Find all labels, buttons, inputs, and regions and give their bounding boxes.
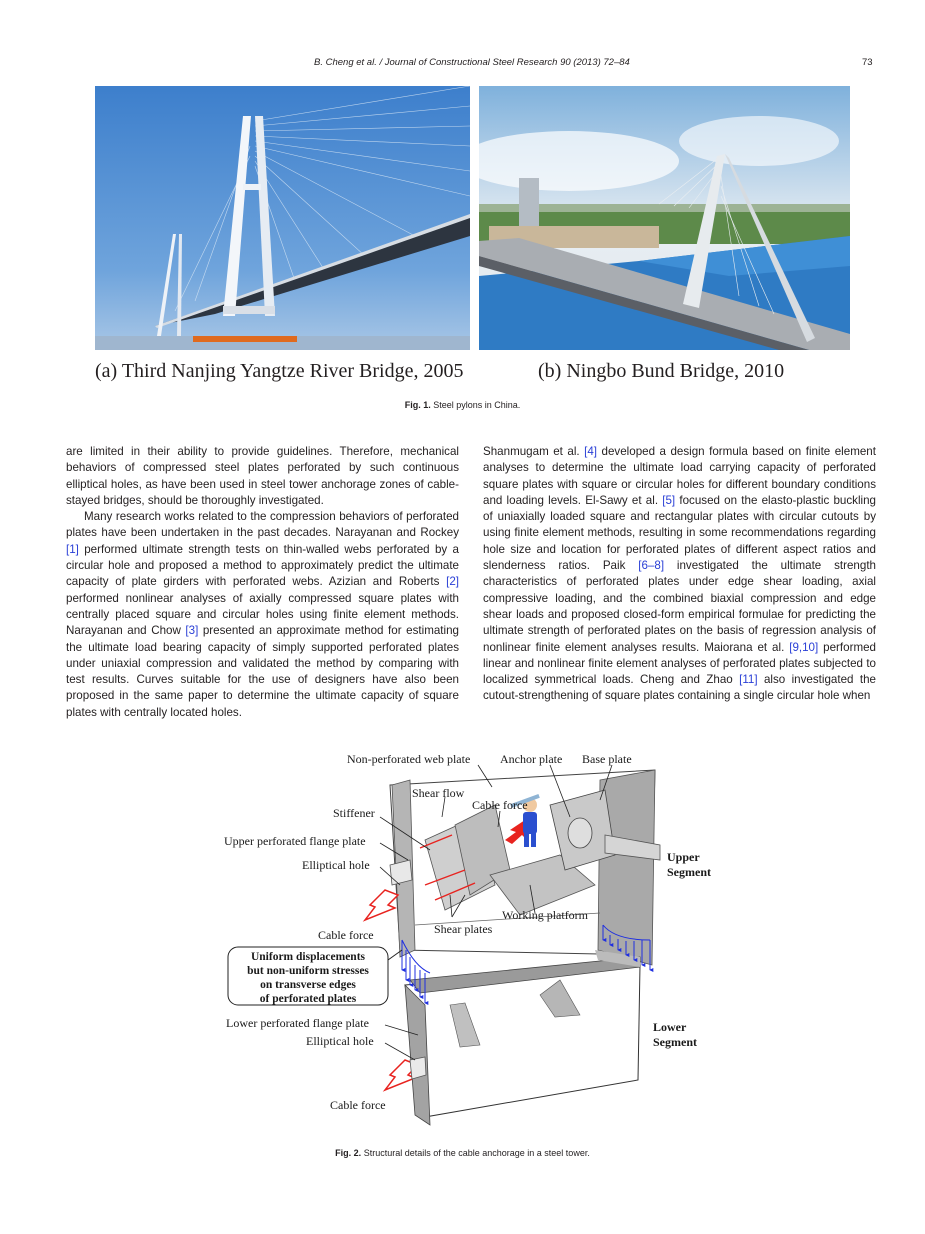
lower-segment-structure xyxy=(405,950,640,1125)
citation-link[interactable]: [6–8] xyxy=(638,559,665,573)
label-shear-plates: Shear plates xyxy=(434,922,493,936)
label-upper-flange-plate: Upper perforated flange plate xyxy=(224,834,366,848)
label-upper-segment-line1: Upper xyxy=(667,850,700,864)
label-lower-flange-plate: Lower perforated flange plate xyxy=(226,1016,369,1030)
label-elliptical-hole-lower: Elliptical hole xyxy=(306,1034,374,1048)
paragraph xyxy=(66,444,459,509)
callout-line-1: Uniform displacements xyxy=(250,951,366,963)
callout-line-3: on transverse edges xyxy=(260,979,356,991)
citation-link[interactable]: [11] xyxy=(739,673,758,687)
label-upper-segment-line2: Segment xyxy=(667,865,711,879)
paragraph-text: investigated the ultimate strength characteristics of perforated plates under edge shear loading, axial compressive loading, and the combined biaxial compression and edge shear loads and proposed closed-form empirical formulae for predicting the ultimate strength of perforated plates on the basis of regression analysis of nonlinear finite element analyses results. Maiorana et al. xyxy=(483,559,876,654)
figure1-subcaption-a xyxy=(95,360,463,383)
paragraph-text: performed ultimate strength tests on thin-walled webs perforated by a circular hole and proposed a method to approximately predict the ultimate capacity of plate girders with perforated webs. Azizian and Roberts xyxy=(66,542,459,589)
figure2-caption xyxy=(0,1148,925,1158)
callout-line-2: but non-uniform stresses xyxy=(247,965,369,977)
citation-link[interactable]: [5] xyxy=(662,493,676,507)
callout-line-4: of perforated plates xyxy=(259,993,357,1005)
figure1-caption-text: Steel pylons in China. xyxy=(433,400,521,410)
label-anchor-plate: Anchor plate xyxy=(500,752,563,766)
paragraph-text: focused on the elasto-plastic buckling of uniaxially loaded square and rectangular plates with circular cutouts by using finite element methods, resulting in some recommendations regarding hole size and location for perforated plates of different aspect ratios and slenderness ratios. Paik xyxy=(483,493,876,573)
paragraph-text: performed linear and nonlinear finite element analyses of perforated plates subjected to localized symmetrical loads. Cheng and Zhao xyxy=(483,640,877,687)
figure2-caption-label: Fig. 2. xyxy=(335,1148,362,1158)
subcaption-text: Ningbo Bund Bridge, 2010 xyxy=(566,360,785,382)
label-elliptical-hole-upper: Elliptical hole xyxy=(302,858,370,872)
figure1-caption-label: Fig. 1. xyxy=(404,400,431,410)
label-cable-force-mid: Cable force xyxy=(318,928,374,942)
photo-ningbo-bridge xyxy=(479,86,850,350)
figure2-caption-text: Structural details of the cable anchorage in a steel tower. xyxy=(363,1148,590,1158)
paragraph-text: also investigated the cutout-strengthening of square plates containing a single circular hole when xyxy=(483,673,876,703)
figure2-diagram xyxy=(220,745,725,1135)
paragraph-text: Many research works related to the compression behaviors of perforated plates have been undertaken in the past decades. Narayanan and Rockey xyxy=(66,510,459,540)
photo-nanjing-bridge xyxy=(95,86,470,350)
subcaption-label: (a) xyxy=(95,360,118,382)
label-cable-force-bottom: Cable force xyxy=(330,1098,386,1112)
journal-citation: B. Cheng et al. / Journal of Constructional Steel Research 90 (2013) 72–84 xyxy=(314,57,630,68)
citation-link[interactable]: [2] xyxy=(446,575,459,589)
body-column-left xyxy=(66,444,459,721)
paragraph xyxy=(66,509,459,721)
paragraph-text: performed nonlinear analyses of axially compressed square plates with centrally placed square and circular holes using finite element methods. Narayanan and Chow xyxy=(66,591,459,638)
citation-link[interactable]: [4] xyxy=(584,445,598,458)
label-lower-segment-line2: Segment xyxy=(653,1035,697,1049)
paragraph-text: presented an approximate method for estimating the ultimate load bearing capacity of simply supported perforated plates under uniaxial compression and validated the method by comparing with test results. Curves suitable for the use of designers have also been proposed in the same paper to determine the ultimate capacity of square plates with centrally located holes. xyxy=(66,624,459,719)
subcaption-label: (b) xyxy=(538,360,562,382)
subcaption-text: Third Nanjing Yangtze River Bridge, 2005 xyxy=(121,360,464,382)
cable-force-arrow-mid xyxy=(365,890,398,920)
citation-link[interactable]: [9,10] xyxy=(789,640,819,654)
figure1-subcaption-b xyxy=(538,360,784,383)
paragraph-text: developed a design formula based on finite element analyses to determine the ultimate load carrying capacity of perforated square plates with square or circular holes for different boundary conditions and loading levels. El-Sawy et al. xyxy=(483,445,876,507)
page-number: 73 xyxy=(862,57,873,68)
figure1-caption xyxy=(0,400,925,410)
paragraph-text: Shanmugam et al. xyxy=(483,445,585,458)
label-non-perforated-web-plate: Non-perforated web plate xyxy=(347,752,471,766)
label-shear-flow: Shear flow xyxy=(412,786,465,800)
label-stiffener: Stiffener xyxy=(333,806,375,820)
citation-link[interactable]: [1] xyxy=(66,542,79,556)
label-cable-force-top: Cable force xyxy=(472,798,528,812)
citation-link[interactable]: [3] xyxy=(185,624,199,638)
label-lower-segment-line1: Lower xyxy=(653,1020,687,1034)
label-base-plate: Base plate xyxy=(582,752,632,766)
label-working-platform: Working platform xyxy=(502,908,589,922)
paragraph-text: are limited in their ability to provide guidelines. Therefore, mechanical behaviors of compressed steel plates perforated by such continuous elliptical holes, as have been used in steel tower anchorage zones of cable-stayed bridges, should be thoroughly investigated. xyxy=(66,445,459,507)
paragraph xyxy=(483,444,876,705)
body-column-right xyxy=(483,444,876,705)
